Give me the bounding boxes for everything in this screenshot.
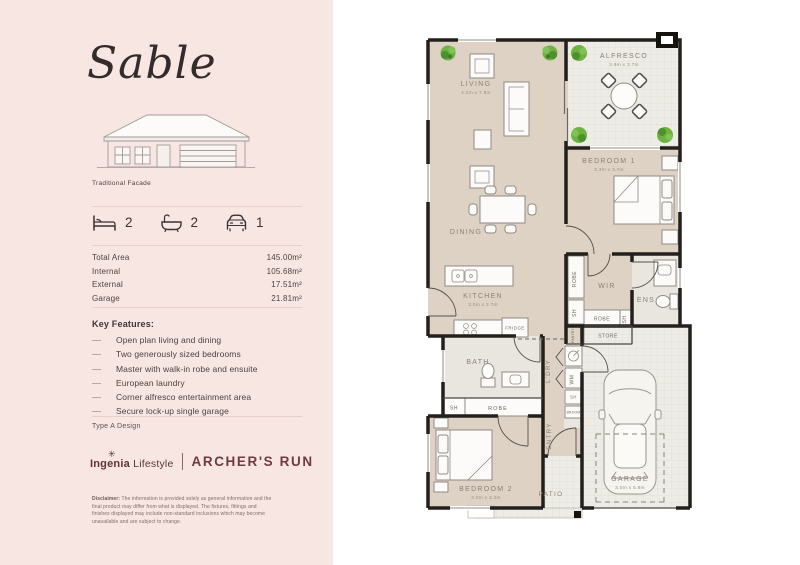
plant: [657, 127, 673, 143]
vanity: [654, 260, 676, 286]
label-sh-laundry: SH: [570, 394, 577, 400]
table-row: [92, 278, 302, 292]
kitchen-island: [445, 266, 513, 286]
area-value: 17.51m²: [271, 280, 302, 290]
label-patio: PATIO: [538, 491, 564, 498]
chair: [505, 186, 516, 194]
bedroom-count: 2: [125, 215, 133, 230]
ingenia-lifestyle-logo: [90, 449, 174, 470]
chair: [485, 186, 496, 194]
feature-text: Open plan living and dining: [116, 335, 222, 345]
feature-text: Two generously sized bedrooms: [116, 349, 241, 360]
label-bath: BATH: [466, 359, 490, 366]
label-bedroom2-dim: 3.0m x 3.2m: [471, 496, 501, 501]
label-robe-hall: ROBE: [593, 316, 611, 323]
list-item: [92, 406, 307, 420]
feature-text: Corner alfresco entertainment area: [116, 392, 252, 403]
facade-caption: Traditional Facade: [92, 180, 151, 187]
label-entry: ENTRY: [546, 422, 553, 450]
lifestyle-wordmark: Lifestyle: [133, 458, 174, 470]
brand-row: [90, 449, 314, 470]
armchair: [470, 54, 494, 78]
plant: [441, 46, 456, 61]
plant: [543, 46, 558, 61]
chair: [469, 204, 477, 215]
label-sh-hall: SH: [622, 315, 628, 324]
bath-icon: [160, 213, 183, 232]
label-garage: GARAGE: [611, 476, 649, 483]
area-value: 105.68m²: [266, 266, 302, 276]
label-kitchen: KITCHEN: [463, 293, 503, 300]
coffee-table: [474, 130, 491, 149]
table-row: [92, 292, 302, 306]
car-icon: [225, 213, 248, 232]
disclaimer-text: The information is provided solely as general information and the final product may differ from what is displayed. The fixtures, fittings and finishes displayed may include non-standard inclusions which may become unavailable and are subject to change.: [92, 496, 272, 525]
facade-drawing: [92, 104, 260, 176]
page-title: Sable: [87, 38, 217, 89]
garage-count: 1: [256, 215, 264, 230]
list-item: [92, 335, 307, 349]
chair: [528, 204, 536, 215]
label-living: LIVING: [460, 81, 492, 88]
area-label: Internal: [92, 266, 121, 276]
label-store: STORE: [598, 333, 618, 340]
bedside-table: [662, 156, 678, 170]
stat-bedrooms: [92, 214, 133, 232]
vanity: [502, 372, 529, 387]
label-bedroom2: BEDROOM 2: [459, 486, 513, 493]
label-bedroom1: BEDROOM 1: [582, 158, 636, 165]
label-wm: WM: [569, 374, 576, 385]
label-ldry: L'DRY: [545, 358, 552, 384]
label-ens: ENS: [636, 297, 656, 304]
bedside-table: [662, 230, 678, 244]
area-value: 21.81m²: [271, 293, 302, 303]
bedside-table: [434, 418, 448, 428]
bathroom-count: 2: [190, 215, 199, 230]
label-robe-bed2: ROBE: [488, 406, 508, 412]
floorplan-drawing: [398, 26, 698, 541]
bed-icon: [92, 214, 117, 232]
label-garage-dim: 3.0m x 5.8m: [615, 486, 645, 491]
label-robe-wir: ROBE: [572, 270, 578, 288]
table-row: [92, 251, 302, 265]
floorplan: [398, 26, 698, 541]
disclaimer: [92, 496, 274, 526]
patio-post: [574, 511, 581, 518]
toilet-cistern: [670, 294, 678, 309]
label-bedroom1-dim: 3.3m x 3.7m: [594, 168, 624, 173]
label-kitchen-dim: 3.0m x 2.7m: [468, 303, 498, 308]
divider: [92, 307, 302, 308]
brand-separator: [182, 453, 183, 470]
feature-text: Master with walk-in robe and ensuite: [116, 363, 258, 374]
label-living-dim: 4.2m x 7.8m: [461, 91, 491, 96]
toilet: [656, 296, 670, 308]
dining-table: [480, 196, 525, 223]
disclaimer-label: Disclaimer:: [92, 496, 121, 502]
divider: [92, 245, 302, 246]
area-label: External: [92, 280, 123, 290]
key-features-list: [92, 335, 307, 421]
divider: [92, 206, 302, 207]
label-pantry: PANTRY: [571, 328, 575, 343]
list-item: [92, 364, 307, 378]
list-item: [92, 392, 307, 406]
pillow: [662, 180, 672, 198]
meter-box: [656, 32, 678, 48]
design-type: Type A Design: [92, 423, 141, 430]
label-alfresco: ALFRESCO: [599, 53, 649, 60]
feature-text: European laundry: [116, 377, 185, 388]
stat-garage: [225, 213, 264, 232]
armchair: [470, 166, 494, 188]
area-label: Total Area: [92, 253, 130, 263]
area-label: Garage: [92, 293, 120, 303]
chair: [505, 225, 516, 233]
label-sh-bath: SH: [450, 405, 458, 412]
label-fridge: FRIDGE: [505, 325, 525, 331]
toilet-cistern: [481, 378, 495, 387]
list-item: [92, 349, 307, 363]
ingenia-wordmark: Ingenia: [90, 458, 130, 470]
key-features-title: Key Features:: [92, 319, 155, 329]
label-sh-wir: SH: [572, 309, 578, 317]
table-row: [92, 265, 302, 279]
pillow: [438, 456, 448, 474]
stats-row: [92, 213, 302, 232]
area-value: 145.00m²: [266, 253, 302, 263]
chair: [485, 225, 496, 233]
list-item: [92, 378, 307, 392]
divider: [92, 416, 302, 417]
plant: [571, 127, 587, 143]
pillow: [662, 202, 672, 220]
ingenia-star-icon: ✳: [108, 449, 116, 459]
label-broom: BROOM: [566, 410, 581, 415]
label-wir: WIR: [598, 283, 616, 290]
plant: [571, 45, 587, 61]
estate-logo: ARCHER'S RUN: [191, 453, 314, 469]
bedside-table: [434, 482, 448, 492]
label-dining: DINING: [449, 229, 483, 236]
info-panel: [0, 0, 333, 565]
feature-text: Secure lock-up single garage: [116, 406, 229, 417]
label-alfresco-dim: 3.9m x 3.7m: [609, 63, 639, 68]
stat-bathrooms: [160, 213, 199, 232]
area-table: [92, 251, 302, 305]
pillow: [438, 435, 448, 453]
